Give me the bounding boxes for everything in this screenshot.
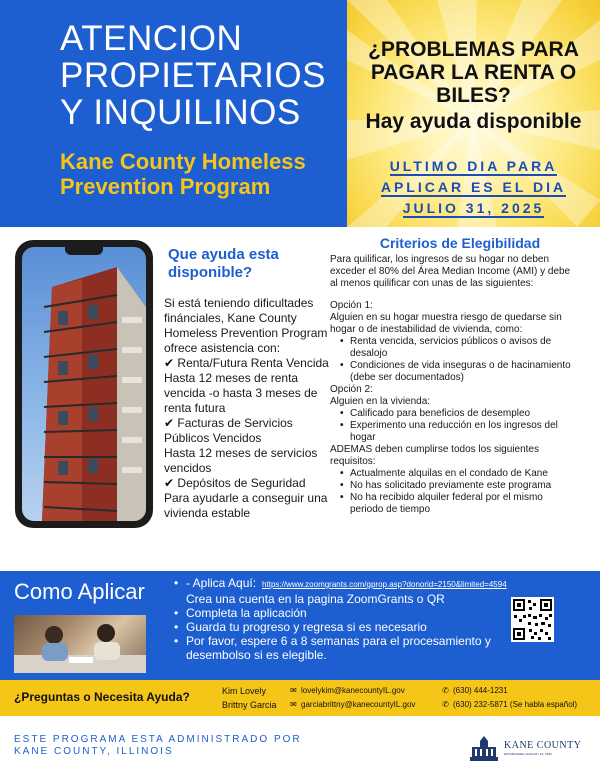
help-heading-line-1: Que ayuda esta (168, 246, 279, 263)
contact-name: Brittny Garcia (222, 700, 277, 710)
contact-name: Kim Lovely (222, 686, 267, 696)
logo-text: KANE COUNTY (504, 740, 582, 751)
assist-item-detail: vivienda estable (164, 506, 251, 520)
email-icon: ✉ (290, 700, 297, 709)
intro-line: Homeless Prevention Program (164, 326, 328, 340)
assist-item-label: Renta/Futura Renta Vencida (177, 356, 329, 370)
eligibility-heading: Criterios de Elegibilidad (379, 235, 541, 251)
how-to-apply-heading: Como Aplicar (14, 579, 145, 604)
apply-step: • Guarda tu progreso y regresa si es necesario (174, 620, 427, 634)
rent-question (347, 38, 600, 135)
deadline-line-1: ULTIMO DIA PARA (389, 158, 558, 174)
assist-item-label: Facturas de Servicios (177, 416, 293, 430)
assist-item-detail: vencidos (164, 461, 212, 475)
rent-question-line-1: ¿PROBLEMAS PARA (368, 38, 579, 61)
email-link[interactable]: garciabrittny@kanecountyIL.gov (301, 700, 416, 709)
students-photo (14, 615, 146, 673)
check-icon: ✔ (164, 416, 175, 430)
requirements-intro: ADEMAS deben cumplirse todos los siguientes (330, 444, 539, 455)
phone-number[interactable]: (630) 232-5871 (Se habla español) (453, 700, 578, 709)
help-description (164, 296, 334, 521)
apply-here-label: - Aplica Aquí: (186, 576, 257, 590)
assist-item-detail: Hasta 12 meses de renta (164, 371, 299, 385)
assist-item-detail: renta futura (164, 401, 226, 415)
apply-here-row: • - Aplica Aquí: https://www.zoomgrants.com/gprop.asp?donorid=2150&limited=4594 (174, 576, 507, 590)
kane-county-logo (468, 735, 588, 765)
option-1-list (330, 336, 592, 384)
contact-names (222, 684, 277, 712)
administered-by (14, 734, 302, 758)
criteria-intro-line: al menos quilificar con unas de las siguientes: (330, 278, 534, 289)
zoomgrants-link[interactable]: https://www.zoomgrants.com/gprop.asp?donorid=2150&limited=4594 (262, 580, 507, 589)
list-item: • No has solicitado previamente este programa (340, 480, 592, 492)
intro-line: ofrece asistencia con: (164, 341, 281, 355)
option-2-list (330, 408, 592, 444)
phone-icon: ✆ (442, 700, 449, 709)
headline-line-1: ATENCION (60, 19, 243, 58)
help-available-heading (168, 246, 279, 282)
assist-item-label: Públicos Vencidos (164, 431, 262, 445)
requirements-intro: requisitos: (330, 456, 376, 467)
headline-line-3: Y INQUILINOS (60, 93, 301, 132)
rent-question-line-2: PAGAR LA RENTA O (370, 61, 577, 84)
program-name-line-2: Prevention Program (60, 174, 271, 199)
criteria-intro-line: Para quilificar, los ingresos de su hogar no deben (330, 254, 550, 265)
logo-subtext: ESTABLISHED JANUARY 16, 1836 (504, 752, 552, 756)
list-item: • Condiciones de vida inseguras o de hacinamiento (debe ser documentados) (340, 360, 592, 384)
option-2-label: Opción 2: (330, 384, 373, 395)
assist-item-detail: vencida -o hasta 3 meses de (164, 386, 318, 400)
deadline (347, 157, 600, 220)
program-name-line-1: Kane County Homeless (60, 149, 306, 174)
assist-item-detail: Para ayudarle a conseguir una (164, 491, 328, 505)
students-graphic (14, 615, 146, 673)
contact-heading: ¿Preguntas o Necesita Ayuda? (14, 690, 190, 704)
intro-line: finánciales, Kane County (164, 311, 297, 325)
apply-steps (174, 576, 516, 662)
apply-step: • Por favor, espere 6 a 8 semanas para el procesamiento y (174, 634, 491, 648)
email-icon: ✉ (290, 686, 297, 695)
apply-step: • Completa la aplicación (174, 606, 307, 620)
assist-item-deposit (164, 476, 334, 490)
list-item: • Experimento una reducción en los ingresos del hogar (340, 420, 592, 444)
building-photo (22, 247, 146, 521)
criteria-intro-line: exceder el 80% del Área Median Income (AMI) y debe (330, 266, 571, 277)
qr-code[interactable] (511, 597, 554, 642)
list-item: • Actualmente alquilas en el condado de Kane (340, 468, 592, 480)
option-1-label: Opción 1: (330, 300, 373, 311)
qr-code-graphic (511, 597, 554, 642)
assist-item-utilities (164, 416, 334, 430)
assist-item-label: Depósitos de Seguridad (177, 476, 306, 490)
assist-item-detail: Hasta 12 meses de servicios (164, 446, 318, 460)
building-graphic (22, 247, 146, 521)
apply-step-continued: desembolso si es elegible. (186, 648, 327, 662)
contact-phones (441, 684, 577, 712)
option-1-text: hogar o de inestabilidad de vivienda, como: (330, 324, 523, 335)
list-item: • Calificado para beneficios de desempleo (340, 408, 592, 420)
option-2-text: Alguien en la vivienda: (330, 396, 431, 407)
email-link[interactable]: lovelykim@kanecountyIL.gov (301, 686, 405, 695)
contact-bar (0, 680, 600, 716)
help-available: Hay ayuda disponible (365, 110, 582, 133)
footer-line-1: ESTE PROGRAMA ESTA ADMINISTRADO POR (14, 734, 302, 745)
contact-emails (289, 684, 415, 712)
list-item: • Renta vencida, servicios públicos o avisos de desalojo (340, 336, 592, 360)
intro-line: Si está teniendo dificultades (164, 296, 314, 310)
check-icon: ✔ (164, 356, 175, 370)
phone-icon: ✆ (442, 686, 449, 695)
requirements-list (330, 468, 592, 516)
option-1-text: Alguien en su hogar muestra riesgo de quedarse sin (330, 312, 562, 323)
eligibility-criteria (330, 254, 592, 516)
how-to-apply-section (0, 571, 600, 680)
phone-image (15, 240, 153, 528)
create-account-step: Crea una cuenta en la pagina ZoomGrants o QR (186, 592, 445, 606)
phone-notch (65, 247, 103, 255)
help-heading-line-2: disponible? (168, 264, 253, 281)
headline (60, 20, 326, 131)
list-item: • No ha recibido alquiler federal por el mismo periodo de tiempo (340, 492, 592, 516)
deadline-line-2: APLICAR ES EL DIA (380, 179, 567, 195)
courthouse-icon (468, 735, 500, 763)
rent-question-line-3: BILES? (436, 84, 511, 107)
sunburst-panel (347, 0, 600, 227)
deadline-line-3: JULIO 31, 2025 (402, 200, 545, 216)
phone-number[interactable]: (630) 444-1231 (453, 686, 508, 695)
assist-item-rent (164, 356, 334, 370)
check-icon: ✔ (164, 476, 175, 490)
headline-line-2: PROPIETARIOS (60, 56, 326, 95)
program-name (60, 149, 306, 199)
footer-line-2: KANE COUNTY, ILLINOIS (14, 746, 174, 757)
